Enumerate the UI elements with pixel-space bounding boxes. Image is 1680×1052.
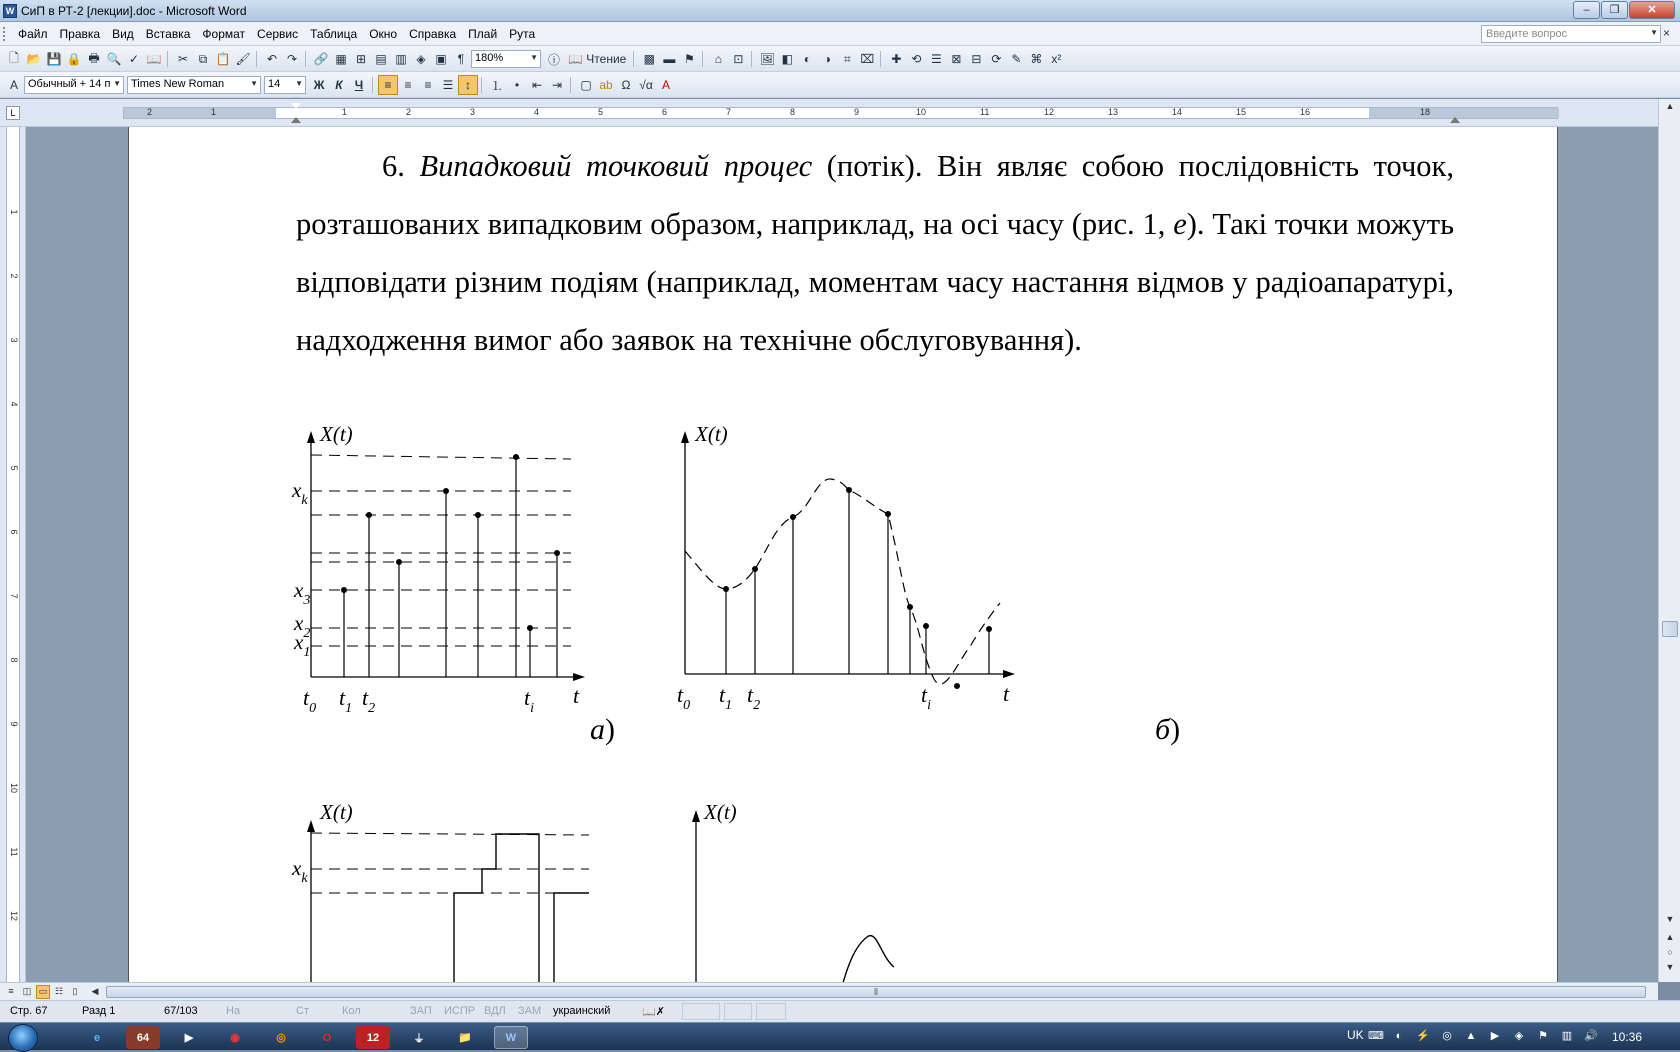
ruler-number: 10	[916, 107, 927, 117]
ruler-right-margin	[1369, 108, 1559, 118]
status-pages: 67/103	[164, 1005, 198, 1017]
sample-point	[885, 511, 891, 517]
superscript-icon[interactable]: x²	[1051, 52, 1062, 66]
standard-toolbar-buttons	[4, 49, 1066, 69]
tray-icon-d[interactable]: ▶	[1490, 1030, 1500, 1042]
insert-table-icon[interactable]: ⊞	[355, 52, 367, 66]
chevron-down-icon: ▼	[113, 79, 121, 88]
formatting-toolbar-buttons	[4, 75, 676, 95]
ruler-number: 2	[406, 107, 412, 117]
status-at: На	[226, 1005, 241, 1017]
caption-a	[590, 713, 615, 747]
figure-b-xtick: $t_2$	[747, 682, 761, 713]
menu-items	[12, 26, 541, 42]
ruler-number: 7	[726, 107, 732, 117]
decrease-indent-icon[interactable]: ⇤	[531, 78, 543, 92]
vruler-number: 8	[9, 657, 19, 663]
web-view-icon[interactable]: ◫	[22, 986, 32, 996]
volume-icon[interactable]: 🔊	[1584, 1030, 1598, 1042]
right-indent-marker[interactable]	[1450, 117, 1460, 123]
compress-icon[interactable]: ⊠	[951, 52, 962, 66]
figure-b-xtick: $t_1$	[719, 682, 733, 713]
vruler-number: 2	[9, 273, 19, 279]
sample-point	[366, 512, 372, 518]
taskbar-badge: 12	[366, 1031, 380, 1044]
help-icon[interactable]: ⓘ	[547, 52, 560, 67]
figure-a-levels	[311, 455, 571, 646]
start-button[interactable]	[8, 1024, 38, 1052]
figure-c-levels	[311, 833, 589, 893]
network-icon[interactable]: ▥	[1561, 1030, 1573, 1042]
minimize-button[interactable]: –	[1573, 1, 1600, 19]
usb-icon[interactable]: ⏚	[413, 1032, 425, 1045]
vruler-number: 4	[9, 401, 19, 407]
toolbar-icon-m[interactable]: ⌘	[1030, 52, 1043, 66]
tray-icon-e[interactable]: ◈	[1514, 1030, 1524, 1042]
vruler-number: 9	[9, 721, 19, 727]
sample-point	[923, 623, 929, 629]
toolbar-icon-e[interactable]: ◧	[781, 52, 794, 66]
horizontal-scroll-thumb[interactable]: ⦀	[106, 986, 1646, 998]
sample-point	[752, 566, 758, 572]
help-question-placeholder: Введите вопрос	[1486, 28, 1568, 40]
ruler-number: 1	[342, 107, 348, 117]
tab-selector[interactable]: L	[6, 106, 20, 120]
status-track-changes[interactable]: ИСПР	[444, 1005, 476, 1017]
term: Випадковий точковий процес	[419, 149, 813, 183]
redo-icon[interactable]: ↷	[286, 52, 298, 66]
menu-player[interactable]: Плай	[468, 27, 498, 41]
keyboard-icon[interactable]: ⌨	[1368, 1030, 1384, 1042]
font-select[interactable]	[127, 76, 261, 94]
cut-icon[interactable]: ✂	[177, 52, 189, 66]
arrow-right-icon	[1003, 670, 1015, 678]
help-question-input[interactable]	[1481, 25, 1661, 43]
maximize-button[interactable]: ❐	[1601, 1, 1628, 19]
word-app-icon[interactable]: W	[3, 4, 17, 18]
vruler-number: 7	[9, 593, 19, 599]
paragraph-number: 6.	[382, 149, 405, 183]
print-icon[interactable]: 🖶	[88, 50, 100, 65]
sample-point	[527, 625, 533, 631]
align-right-icon[interactable]: ≡	[424, 78, 432, 92]
insert-picture-icon[interactable]: 🖼	[759, 52, 775, 66]
formatting-toolbar	[0, 72, 1680, 98]
chevron-down-icon[interactable]: ▼	[1650, 28, 1658, 37]
ruler-number: 15	[1236, 107, 1247, 117]
toolbar-icon-g[interactable]: ◑	[823, 52, 831, 66]
toolbar-icon-f[interactable]: ◐	[803, 52, 811, 66]
ruler-number: 5	[598, 107, 604, 117]
flag-icon[interactable]: ⚑	[1538, 1030, 1548, 1042]
ruler-number: 4	[534, 107, 540, 117]
tray-icon-b[interactable]: ⚡	[1416, 1030, 1430, 1042]
bold-button[interactable]: Ж	[313, 78, 325, 92]
figure-a-ytick: $x_2$	[294, 611, 311, 641]
ruler-number: 9	[854, 107, 860, 117]
zoom-select[interactable]	[471, 50, 541, 68]
zoom-value: 180%	[475, 52, 504, 64]
menu-bar	[0, 22, 1680, 46]
level-line	[311, 833, 589, 835]
paragraph-text-1: (потік). Він являє собою послідовність точок, розташованих випадковим образом, наприклад, на осі часу (рис. 1,	[296, 149, 1454, 241]
align-left-icon[interactable]: ≡	[378, 75, 398, 95]
hanging-indent-marker[interactable]	[291, 117, 301, 123]
menu-edit[interactable]: Правка	[59, 27, 101, 41]
opera-icon[interactable]: O	[322, 1031, 332, 1044]
menu-help[interactable]: Справка	[409, 27, 457, 41]
columns-icon[interactable]: ▥	[395, 52, 407, 66]
antivirus-icon[interactable]: ◉	[230, 1032, 240, 1044]
document-page[interactable]	[128, 127, 1558, 982]
reading-view-icon[interactable]: ▯	[72, 986, 78, 996]
chevron-down-icon: ▼	[530, 53, 538, 62]
figure-reference: е	[1173, 207, 1187, 241]
justify-icon[interactable]: ☰	[442, 78, 454, 92]
figure-c-ytick: $x_k$	[292, 856, 308, 886]
hyperlink-icon[interactable]: 🔗	[313, 52, 329, 66]
document-close-button[interactable]: ×	[1663, 26, 1671, 40]
chevron-down-icon: ▼	[295, 79, 303, 88]
title-bar	[0, 0, 1680, 22]
arrow-up-icon	[681, 431, 689, 443]
caption-b	[1155, 713, 1180, 747]
vruler-number: 3	[9, 337, 19, 343]
figure-b-points	[723, 487, 992, 689]
sample-point	[907, 604, 913, 610]
normal-view-icon[interactable]: ≡	[8, 986, 14, 996]
ruler-number: 12	[1044, 107, 1055, 117]
figure-a-xtick: $t_2$	[362, 685, 376, 716]
figure-a-ytick: $x_k$	[292, 478, 308, 508]
ruler-number: 3	[470, 107, 476, 117]
spelling-icon[interactable]: ✓	[128, 52, 140, 66]
line-style-icon[interactable]: ☰	[930, 52, 942, 66]
window-title: СиП в РТ-2 [лекции].doc - Microsoft Word	[21, 4, 247, 18]
drawing-icon[interactable]: ◈	[416, 52, 426, 66]
figure-b-x-label: t	[1003, 681, 1010, 706]
font-size-value: 14	[268, 78, 281, 90]
document-area[interactable]	[26, 127, 1658, 982]
taskbar-app-12[interactable]	[356, 1026, 390, 1049]
status-column: Кол	[342, 1005, 361, 1017]
status-page: Стр. 67	[10, 1005, 48, 1017]
next-page-icon[interactable]: ▼	[1665, 962, 1675, 972]
figure-b-curve	[685, 479, 1000, 684]
numbering-icon[interactable]: ⒈	[490, 78, 503, 93]
permission-icon[interactable]: 🔒	[66, 52, 82, 66]
figure-c-steps	[554, 893, 589, 982]
ruler-number: 6	[662, 107, 668, 117]
status-record[interactable]: ЗАП	[410, 1005, 432, 1017]
figure-a-samples	[344, 457, 557, 677]
sample-point	[986, 626, 992, 632]
menu-view[interactable]: Вид	[112, 27, 134, 41]
toolbar-icon-b[interactable]: ▬	[663, 52, 676, 66]
sample-point	[554, 550, 560, 556]
menu-ruta[interactable]: Рута	[509, 27, 536, 41]
line-spacing-icon[interactable]: ↕	[458, 75, 478, 95]
figure-b-xtick: $t_i$	[921, 682, 932, 713]
scroll-up-icon[interactable]: ▲	[1665, 101, 1675, 111]
caption-a-paren: )	[605, 713, 615, 746]
figure-a-ytick: $x_3$	[294, 578, 311, 608]
ruler-strip	[123, 107, 1558, 119]
style-select[interactable]	[24, 76, 124, 94]
align-center-icon[interactable]: ≡	[404, 78, 412, 92]
figure-a-y-label: X(t)	[320, 422, 353, 446]
style-value: Обычный + 14 п	[28, 78, 111, 90]
vruler-number: 5	[9, 465, 19, 471]
omega-symbol-icon[interactable]: Ω	[621, 78, 631, 92]
reading-layout-button[interactable]	[564, 49, 630, 69]
figure-a-x-label: t	[573, 683, 580, 708]
new-document-icon[interactable]: 🗋	[9, 50, 19, 65]
print-preview-icon[interactable]: 🔍	[106, 52, 122, 66]
figure-b-y-label: X(t)	[695, 422, 728, 446]
vruler-number: 12	[9, 910, 19, 921]
close-button[interactable]: ✕	[1629, 1, 1675, 19]
figure-d	[669, 797, 999, 982]
status-panel	[724, 1003, 752, 1020]
toolbar-icon-a[interactable]: ▩	[643, 52, 656, 66]
increase-indent-icon[interactable]: ⇥	[551, 78, 563, 92]
sample-point	[396, 559, 402, 565]
explorer-icon[interactable]: 📁	[458, 1032, 472, 1044]
crop-icon[interactable]: ✚	[891, 52, 902, 66]
word-taskbar-icon[interactable]: W	[494, 1026, 528, 1049]
ruler-number: 16	[1300, 107, 1311, 117]
taskbar-badge: 64	[136, 1031, 150, 1044]
ruler-number: 14	[1172, 107, 1183, 117]
scroll-down-icon[interactable]: ▼	[1665, 914, 1675, 924]
copy-icon[interactable]: ⧉	[198, 51, 208, 66]
tray-icon-c[interactable]: ◎	[1442, 1030, 1452, 1042]
vertical-scroll-thumb[interactable]	[1662, 621, 1678, 637]
toolbar-grip[interactable]	[3, 27, 6, 41]
level-line	[311, 455, 571, 459]
figure-a	[289, 417, 619, 737]
figure-b-xtick: $t_0$	[677, 682, 691, 713]
figure-a-xtick: $t_0$	[303, 685, 317, 716]
nvidia-icon[interactable]: ▲	[1465, 1030, 1477, 1042]
caption-b-paren: )	[1170, 713, 1181, 746]
figure-c	[289, 797, 619, 982]
sample-point	[341, 587, 347, 593]
taskbar-app-64[interactable]	[126, 1026, 160, 1049]
spelling-status-icon[interactable]: 📖✗	[642, 1006, 665, 1018]
save-icon[interactable]: 💾	[46, 52, 62, 66]
status-section: Разд 1	[82, 1005, 116, 1017]
document-map-icon[interactable]: ▣	[435, 52, 447, 66]
arrow-up-icon	[692, 810, 700, 822]
clock[interactable]: 10:36	[1612, 1030, 1643, 1044]
sample-point	[443, 488, 449, 494]
figure-b-samples	[726, 490, 989, 674]
status-language[interactable]: украинский	[553, 1005, 611, 1017]
taskbar	[0, 1022, 1680, 1050]
research-icon[interactable]: 📖	[146, 52, 162, 66]
insert-excel-icon[interactable]: ▤	[375, 52, 387, 66]
menu-format[interactable]: Формат	[202, 27, 246, 41]
ruler-number: 13	[1108, 107, 1119, 117]
status-line: Ст	[296, 1005, 309, 1017]
ruler-number: 18	[1420, 107, 1431, 117]
ruler-number: 2	[147, 107, 153, 117]
toolbar-icon-l[interactable]: ✎	[1011, 52, 1022, 66]
sample-point	[723, 586, 729, 592]
text-wrap-icon[interactable]: ⊟	[971, 52, 982, 66]
vruler-number: 1	[9, 209, 19, 215]
vertical-scrollbar[interactable]	[1658, 99, 1680, 982]
flag-icon[interactable]: ⚑	[683, 52, 695, 66]
chevron-down-icon: ▼	[250, 79, 258, 88]
figure-a-xtick: $t_i$	[524, 685, 535, 716]
ruler-number: 8	[790, 107, 796, 117]
reading-label: Чтение	[586, 52, 627, 66]
horizontal-ruler[interactable]	[0, 99, 1680, 127]
caption-b-letter: б	[1155, 713, 1171, 746]
menu-tools[interactable]: Сервис	[257, 27, 299, 41]
standard-toolbar	[0, 46, 1680, 72]
ruler-number: 1	[211, 107, 217, 117]
sample-point	[954, 683, 960, 689]
browse-object-icon[interactable]: ○	[1667, 947, 1673, 957]
toolbar-icon-d[interactable]: ⊡	[733, 52, 744, 66]
menu-table[interactable]: Таблица	[310, 27, 358, 41]
sample-point	[790, 514, 796, 520]
vruler-number: 10	[9, 782, 19, 793]
arrow-right-icon	[573, 673, 585, 681]
toolbar-icon-h[interactable]: ⌗	[843, 51, 851, 66]
format-painter-icon[interactable]: 🖌	[235, 52, 251, 66]
sample-point	[475, 512, 481, 518]
status-overtype[interactable]: ЗАМ	[518, 1005, 542, 1017]
vruler-number: 11	[9, 847, 19, 857]
vertical-ruler-strip	[6, 127, 20, 982]
status-panel	[682, 1003, 720, 1020]
ruler-number: 11	[980, 107, 990, 117]
media-player-icon[interactable]: ▶	[184, 1032, 194, 1044]
sample-point	[846, 487, 852, 493]
menu-insert[interactable]: Вставка	[145, 27, 191, 41]
figure-a-xtick: $t_1$	[339, 685, 353, 716]
outline-view-icon[interactable]: ☷	[54, 986, 64, 996]
italic-button[interactable]: К	[335, 78, 343, 92]
language-indicator[interactable]: UK	[1347, 1028, 1364, 1042]
arrow-up-icon	[307, 820, 315, 832]
ie-icon[interactable]: e	[93, 1031, 101, 1044]
paragraph[interactable]	[296, 137, 1454, 369]
figure-c-steps	[454, 834, 539, 982]
toolbar-icon-k[interactable]: ⟳	[991, 52, 1002, 66]
tables-borders-icon[interactable]: ▦	[335, 52, 347, 66]
arrow-up-icon	[307, 431, 315, 443]
paste-icon[interactable]: 📋	[215, 52, 231, 66]
vruler-number: 6	[9, 529, 19, 535]
status-bar	[0, 1000, 1680, 1022]
figure-c-y-label: X(t)	[320, 800, 353, 824]
sample-point	[513, 454, 519, 460]
paragraph-text-2: ). Такі точки можуть відповідати різним подіям (наприклад, моментам часу настання відмов у радіоапаратурі, надходження вимог або заявок на технічне обслуговування).	[296, 207, 1454, 357]
open-folder-icon[interactable]: 📂	[26, 52, 42, 66]
equation-icon[interactable]: √α	[639, 78, 653, 92]
undo-icon[interactable]: ↶	[266, 52, 278, 66]
tray-icon-a[interactable]: ◐	[1395, 1030, 1403, 1042]
figure-a-ytick: $x_1$	[294, 630, 311, 660]
status-panel	[756, 1003, 786, 1020]
figure-d-curve	[839, 936, 894, 982]
toolbar-icon-i[interactable]: ⌧	[860, 52, 875, 66]
underline-button[interactable]: Ч	[354, 78, 364, 92]
bullets-icon[interactable]: •	[514, 78, 520, 92]
horizontal-scrollbar[interactable]	[0, 982, 1658, 1000]
first-line-indent-marker[interactable]	[291, 103, 301, 109]
font-color-icon[interactable]: A	[661, 78, 670, 92]
scroll-left-icon[interactable]: ◀	[91, 986, 99, 996]
figure-a-points	[341, 454, 560, 631]
font-value: Times New Roman	[131, 78, 225, 90]
previous-page-icon[interactable]: ▲	[1665, 932, 1675, 942]
status-extend[interactable]: ВДЛ	[484, 1005, 506, 1017]
highlight-icon[interactable]: ab	[599, 78, 613, 92]
menu-window[interactable]: Окно	[369, 27, 398, 41]
vertical-ruler[interactable]	[0, 127, 26, 982]
show-hide-icon[interactable]: ¶	[457, 52, 465, 66]
print-layout-icon[interactable]: ▭	[36, 985, 50, 999]
toolbar-icon-c[interactable]: ⌂	[714, 52, 722, 66]
font-size-select[interactable]	[264, 76, 306, 94]
borders-icon[interactable]: ▢	[580, 78, 592, 92]
figure-d-y-label: X(t)	[704, 800, 737, 824]
reading-icon: 📖	[568, 52, 583, 66]
figure-b	[659, 417, 1099, 737]
menu-file[interactable]: Файл	[18, 27, 48, 41]
browser-icon[interactable]: ◎	[276, 1032, 286, 1044]
toolbar-icon-j[interactable]: ⟲	[911, 52, 922, 66]
caption-a-letter: а	[590, 713, 605, 746]
styles-icon[interactable]: A	[9, 78, 18, 92]
